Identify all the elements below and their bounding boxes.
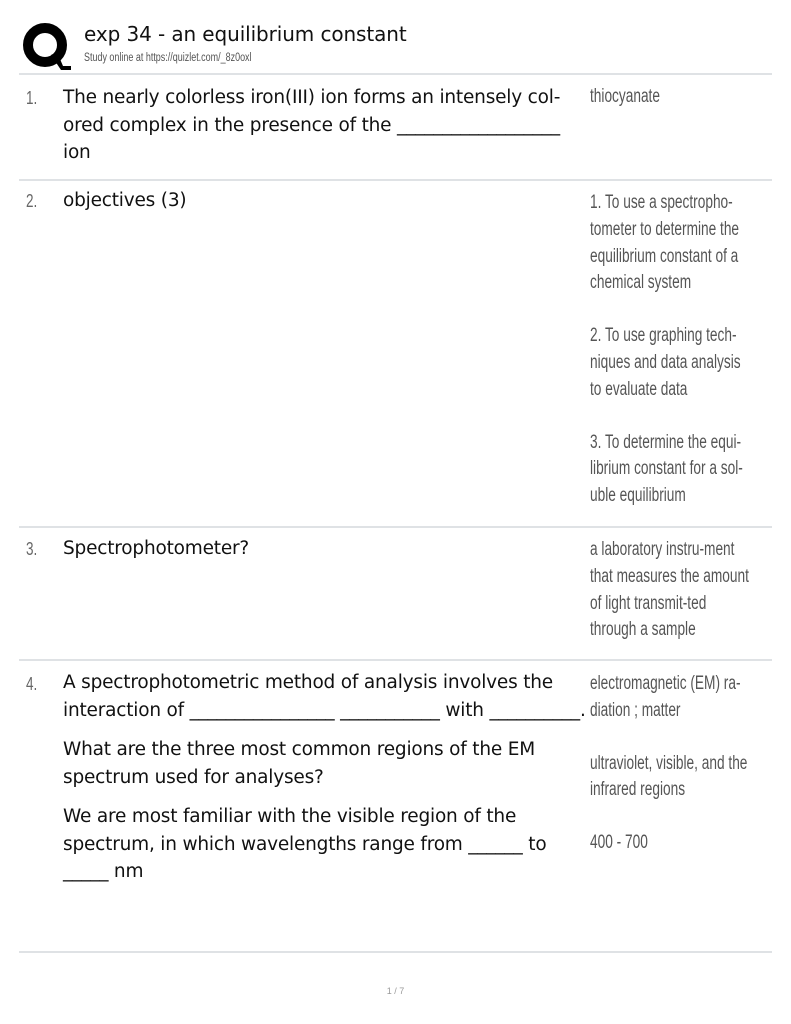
question-text: The nearly colorless iron(III) ion forms an intensely col-ored complex in the presence of the __________________ ion — [63, 87, 561, 163]
question-text: A spectrophotometric method of analysis involves the interaction of ________________ ___________ with __________. — [63, 672, 586, 721]
card-answer — [590, 537, 756, 670]
divider — [19, 73, 772, 75]
study-online-link[interactable]: Study online at https://quizlet.com/_8z0oxl — [84, 52, 252, 64]
answer-text: electromagnetic (EM) ra-diation ; matter — [590, 673, 741, 721]
page-header — [0, 0, 791, 75]
card-question — [63, 187, 588, 229]
quizlet-logo-icon — [21, 22, 71, 72]
answer-text: thiocyanate — [590, 86, 660, 107]
divider — [19, 526, 772, 528]
document-title: exp 34 - an equilibrium constant — [84, 22, 407, 46]
answer-text: ultraviolet, visible, and the infrared regions — [590, 752, 748, 801]
card-answer — [590, 190, 756, 536]
card-question — [63, 669, 588, 900]
card-number: 1. — [26, 88, 38, 108]
divider — [19, 179, 772, 181]
card-question — [63, 535, 588, 577]
answer-text: 3. To determine the equi-librium constant for a sol-uble equilibrium — [590, 431, 743, 507]
page-indicator: 1 / 7 — [386, 986, 405, 996]
question-text: What are the three most common regions of the EM spectrum used for analyses? — [63, 739, 535, 788]
question-text: We are most familiar with the visible region of the spectrum, in which wavelengths range from ______ to _____ nm — [63, 806, 547, 882]
answer-text: 400 - 700 — [590, 832, 648, 854]
card-number: 3. — [26, 539, 38, 559]
card-answer — [590, 671, 756, 883]
card-number: 2. — [26, 191, 38, 211]
card-number: 4. — [26, 674, 38, 694]
answer-text: 2. To use graphing tech-niques and data analysis to evaluate data — [590, 325, 741, 400]
divider — [19, 659, 772, 661]
card-question — [63, 84, 588, 181]
question-text: objectives (3) — [63, 190, 187, 211]
divider — [19, 951, 772, 953]
card-answer — [590, 84, 756, 137]
answer-text: a laboratory instru-ment that measures the amount of light transmit-ted through a sample — [590, 539, 749, 641]
question-text: Spectrophotometer? — [63, 538, 250, 559]
answer-text: 1. To use a spectropho-tometer to determine the equilibrium constant of a chemical system — [590, 192, 740, 294]
